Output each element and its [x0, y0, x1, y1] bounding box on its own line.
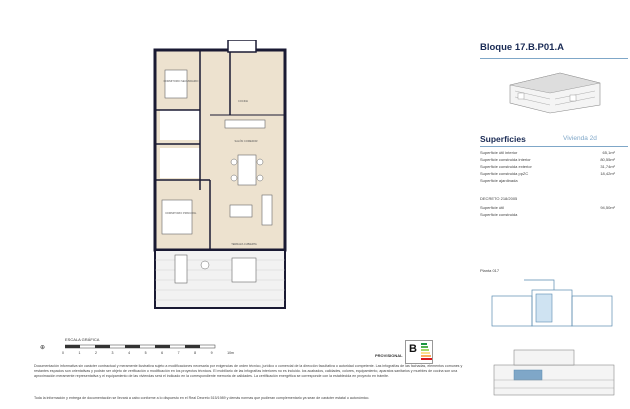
decreto-row-label: Superficie construida: [480, 212, 518, 217]
decreto-row-value: 94,50m²: [600, 205, 615, 210]
surface-value: 65,1m²: [602, 150, 615, 155]
disclaimer-text: Documentación informativa sin carácter contractual y meramente ilustrativa sujeto a modificaciones necesaria por exigencias de orden técnico, jurídico o comercial de la dirección facultativa o autoridad competente. Las infografías de las fachadas, elementos comunes y restantes espacios son orientativas y podrán ser objeto de verificación o modificación en los proyectos técnicos. El mobiliario de las infografías interiores no es incluido. los acabados, calidades, colores, equipamiento, aparatos sanitarios y muebles de cocina son una aproximación meramente representativa y el equipamiento de las viviendas será el indicado en la correspondiente memoria de calidades. La certificación energética se corresponde con la establecida en proyecto en trámite.: [34, 364, 463, 378]
scale-tick: 6: [161, 351, 164, 355]
decreto-row: [480, 212, 615, 217]
scale-tick: 5: [144, 351, 147, 355]
scale-tick: 9: [210, 351, 213, 355]
surface-label: Superficie construida ppZC: [480, 171, 529, 176]
provisional-label: PROVISIONAL: [375, 353, 403, 358]
surface-row: [480, 157, 615, 162]
scale-tick: 7: [177, 351, 180, 355]
scale-tick: 3: [111, 351, 114, 355]
room-label-dormitorio2: DORMITORIO SECUNDARIO: [163, 80, 199, 83]
surface-value: 80,55m²: [600, 157, 615, 162]
scale-ticks: [62, 351, 234, 355]
disclaimer-text-2: Toda la información y entrega de documentación se llevará a cabo conforme a lo dispuesto en el Real Decreto 515/1989 y demás normas que pudieran complementarlo ya sean de carácter estatal o autonómico.: [34, 396, 370, 400]
surface-row: [480, 150, 615, 155]
surface-row: [480, 164, 615, 169]
scale-label: ESCALA GRÁFICA: [65, 337, 100, 342]
scale-tick: 2: [95, 351, 97, 355]
energy-rating: B: [409, 343, 417, 355]
decreto-row-label: Superficie útil: [480, 205, 505, 210]
decreto-heading: [480, 196, 615, 201]
bloque-title: Bloque 17.B.P01.A: [480, 42, 564, 53]
surface-row: [480, 171, 615, 176]
surface-label: Superficie útil interior: [480, 150, 518, 155]
surface-label: Superficie construida exterior: [480, 164, 532, 169]
scale-tick: 8: [194, 351, 197, 355]
scale-tick: 4: [128, 351, 131, 355]
key-elevation: [484, 340, 624, 405]
scale-tick: 1: [78, 351, 81, 355]
surface-label: Superficie construida interior: [480, 157, 531, 162]
surface-value: 18,42m²: [600, 171, 615, 176]
scale-tick: 10m: [227, 351, 234, 355]
decreto-row: [480, 205, 615, 210]
scale-tick: 0: [62, 351, 64, 355]
building-render: [500, 65, 610, 115]
scale-bar: [65, 343, 225, 351]
north-icon: ⊕: [40, 345, 46, 351]
divider: [480, 146, 628, 147]
room-label-terraza: TERRAZA CUBIERTA: [231, 243, 257, 246]
room-label-cocina: COCINA: [237, 100, 249, 103]
vivienda-type: Vivienda 2d: [563, 135, 597, 142]
key-plan: [484, 276, 624, 336]
room-label-salon: SALÓN COMEDOR: [234, 140, 258, 143]
superficies-title: Superficies: [480, 134, 526, 144]
room-label-dormitorio1: DORMITORIO PRINCIPAL: [165, 212, 197, 215]
surface-value: 31,74m²: [600, 164, 615, 169]
planta-label: Planta 017: [480, 268, 500, 273]
divider: [480, 58, 628, 59]
surface-label: Superficie ajardinada: [480, 178, 518, 183]
surface-row: [480, 178, 615, 183]
decreto-label: DECRETO 218/2005: [480, 196, 518, 201]
